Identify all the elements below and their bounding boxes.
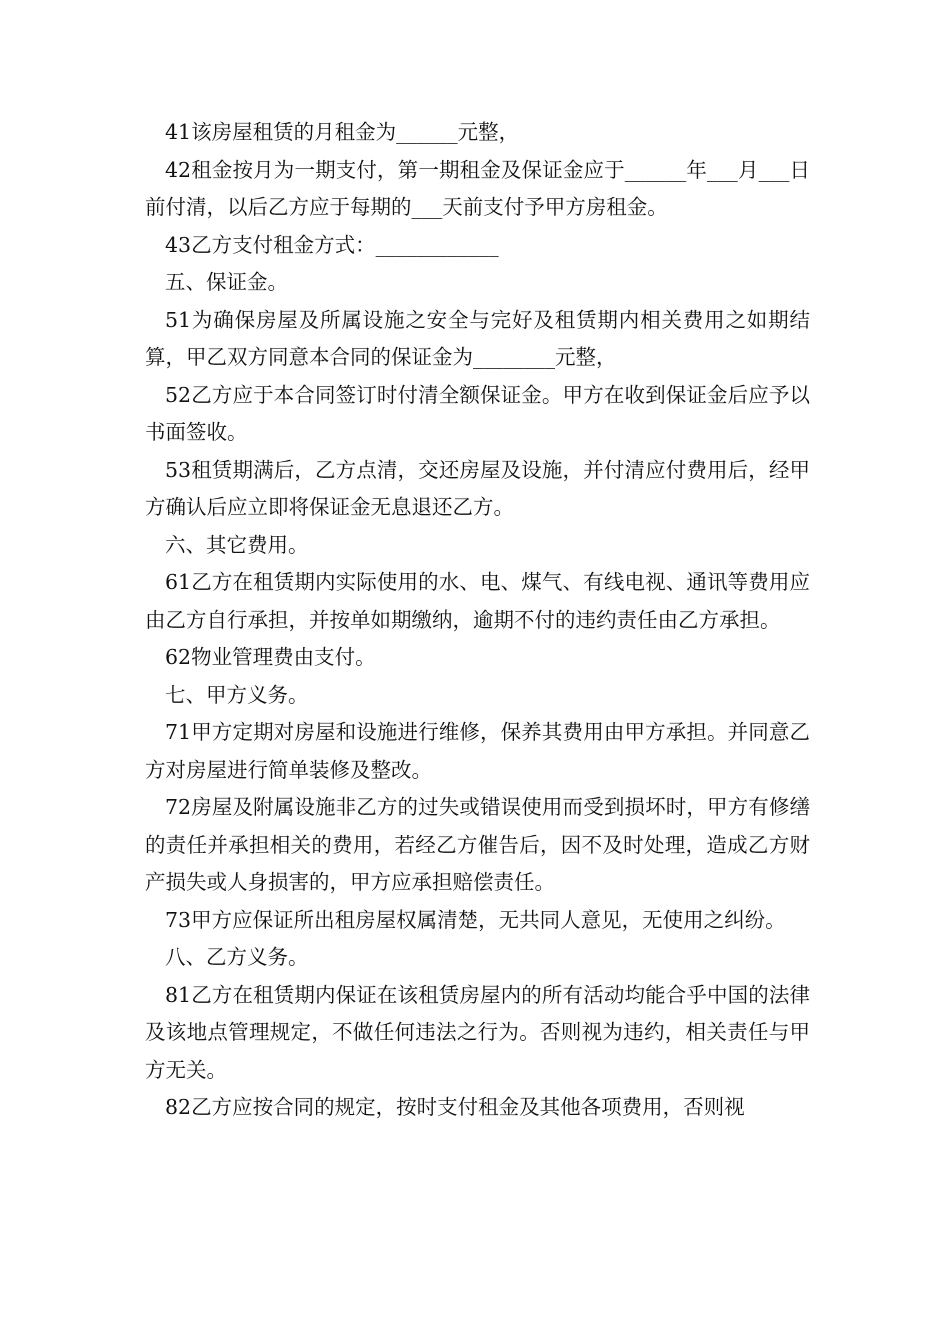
section-heading-deposit: 五、保证金。: [165, 270, 288, 294]
clause-4-1-monthly-rent: 41该房屋租赁的月租金为______元整，: [165, 120, 520, 144]
section-heading-party-b-duties: 八、乙方义务。: [165, 945, 309, 969]
clause-8-2-timely-payment: 82乙方应按合同的规定，按时支付租金及其他各项费用，否则视: [165, 1095, 745, 1119]
clause-7-2-repair-liability: 72房屋及附属设施非乙方的过失或错误使用而受到损坏时，甲方有修缮的责任并承担相关的费用，若经乙方催告后，因不及时处理，造成乙方财产损失或人身损害的，甲方应承担赔偿责任。: [145, 795, 810, 894]
clause-4-2-payment-schedule: 42租金按月为一期支付，第一期租金及保证金应于______年___月___日前付清，以后乙方应于每期的___天前支付予甲方房租金。: [145, 157, 810, 219]
clause-5-2-deposit-payment: 52乙方应于本合同签订时付清全额保证金。甲方在收到保证金后应予以书面签收。: [145, 382, 810, 444]
clause-5-1-deposit-amount: 51为确保房屋及所属设施之安全与完好及租赁期内相关费用之如期结算，甲乙双方同意本合同的保证金为________元整，: [145, 307, 810, 369]
section-heading-party-a-duties: 七、甲方义务。: [165, 682, 309, 707]
clause-6-1-utility-fees: 61乙方在租赁期内实际使用的水、电、煤气、有线电视、通讯等费用应由乙方自行承担，并按单如期缴纳，逾期不付的违约责任由乙方承担。: [145, 570, 810, 632]
document-page: [145, 114, 810, 1127]
clause-8-1-lawful-use: 81乙方在租赁期内保证在该租赁房屋内的所有活动均能合乎中国的法律及该地点管理规定，不做任何违法之行为。否则视为违约，相关责任与甲方无关。: [145, 982, 810, 1082]
clause-7-3-title-guarantee: 73甲方应保证所出租房屋权属清楚，无共同人意见，无使用之纠纷。: [165, 907, 786, 932]
section-heading-other-fees: 六、其它费用。: [165, 532, 309, 557]
clause-7-1-maintenance: 71甲方定期对房屋和设施进行维修，保养其费用由甲方承担。并同意乙方对房屋进行简单装修及整改。: [145, 720, 810, 782]
clause-4-3-payment-method: 43乙方支付租金方式：____________: [165, 232, 499, 257]
clause-6-2-property-fee: 62物业管理费由支付。: [165, 645, 376, 669]
clause-5-3-deposit-refund: 53租赁期满后，乙方点清，交还房屋及设施，并付清应付费用后，经甲方确认后应立即将保证金无息退还乙方。: [145, 457, 810, 519]
